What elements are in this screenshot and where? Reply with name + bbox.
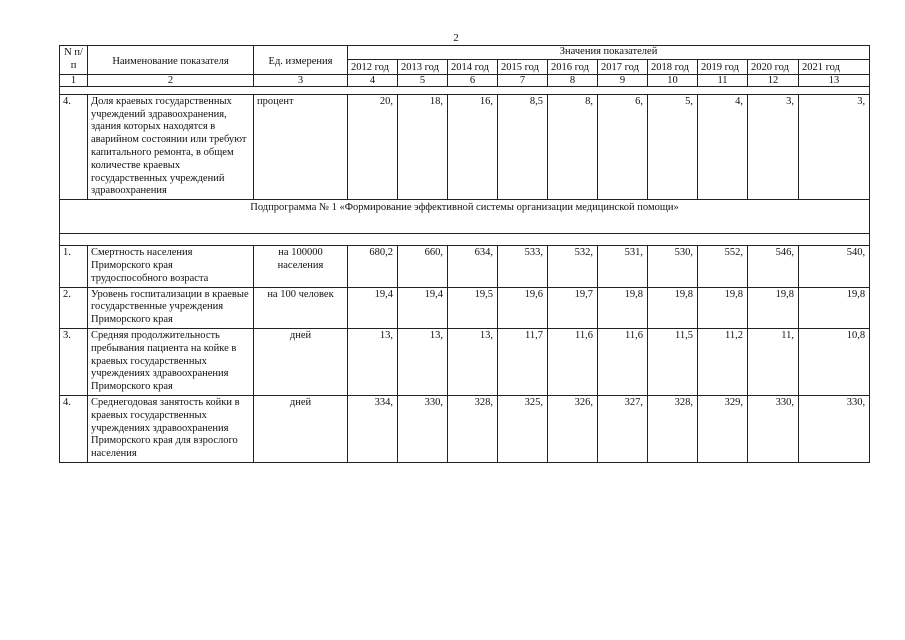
column-number: 2	[88, 74, 254, 86]
header-values-title: Значения показателей	[348, 46, 870, 60]
row-n: 4.	[60, 395, 88, 462]
header-year: 2017 год	[598, 59, 648, 74]
row-value: 680,2	[348, 246, 398, 287]
row-value: 328,	[648, 395, 698, 462]
row-value: 530,	[648, 246, 698, 287]
row-value: 540,	[799, 246, 870, 287]
page-number: 2	[453, 32, 459, 44]
header-unit: Ед. измерения	[254, 46, 348, 75]
spacer-cell	[60, 234, 870, 246]
column-number: 10	[648, 74, 698, 86]
column-number: 1	[60, 74, 88, 86]
column-number: 7	[498, 74, 548, 86]
row-value: 546,	[748, 246, 799, 287]
row-value: 19,8	[748, 287, 799, 328]
row-unit: на 100 человек	[254, 287, 348, 328]
header-indicator-name: Наименование показателя	[88, 46, 254, 75]
row-n: 3.	[60, 328, 88, 395]
row-indicator-name: Средняя продолжительность пребывания пациента на койке в краевых государственных учреждениях здравоохранения Приморского края	[88, 328, 254, 395]
spacer-cell	[60, 86, 870, 94]
column-number: 5	[398, 74, 448, 86]
header-row-1	[60, 46, 870, 60]
row-value: 20,	[348, 94, 398, 199]
row-indicator-name: Смертность населения Приморского края трудоспособного возраста	[88, 246, 254, 287]
row-value: 4,	[698, 94, 748, 199]
row-value: 19,8	[799, 287, 870, 328]
indicator-row	[60, 328, 870, 395]
indicator-rows	[60, 246, 870, 463]
header-n: N п/п	[60, 46, 88, 75]
row-value: 531,	[598, 246, 648, 287]
row-value: 327,	[598, 395, 648, 462]
row-value: 6,	[598, 94, 648, 199]
row-indicator-name: Среднегодовая занятость койки в краевых государственных учреждениях здравоохранения Приморского края для взрослого населения	[88, 395, 254, 462]
row-value: 19,4	[348, 287, 398, 328]
row-n: 4.	[60, 94, 88, 199]
row-value: 533,	[498, 246, 548, 287]
column-number: 3	[254, 74, 348, 86]
row-value: 11,2	[698, 328, 748, 395]
row-value: 326,	[548, 395, 598, 462]
row-value: 8,5	[498, 94, 548, 199]
header-year: 2018 год	[648, 59, 698, 74]
header-year: 2015 год	[498, 59, 548, 74]
column-number: 6	[448, 74, 498, 86]
row-unit: дней	[254, 328, 348, 395]
spacer-row	[60, 86, 870, 94]
row-value: 532,	[548, 246, 598, 287]
row-value: 11,	[748, 328, 799, 395]
row-value: 13,	[448, 328, 498, 395]
row-indicator-name: Уровень госпитализации в краевые государственные учреждения Приморского края	[88, 287, 254, 328]
row-value: 19,8	[648, 287, 698, 328]
indicators-table	[59, 45, 870, 463]
column-number: 11	[698, 74, 748, 86]
row-value: 11,6	[598, 328, 648, 395]
row-value: 11,7	[498, 328, 548, 395]
header-year: 2020 год	[748, 59, 799, 74]
row-value: 19,4	[398, 287, 448, 328]
row-value: 19,5	[448, 287, 498, 328]
row-indicator-name: Доля краевых государственных учреждений здравоохранения, здания которых находятся в аварийном состоянии или требуют капитального ремонта, в общем количестве краевых государственных учреждений здравоохранения	[88, 94, 254, 199]
header-year: 2013 год	[398, 59, 448, 74]
header-year: 2016 год	[548, 59, 598, 74]
row-value: 13,	[348, 328, 398, 395]
row-value: 11,5	[648, 328, 698, 395]
row-unit: дней	[254, 395, 348, 462]
subprogram-title: Подпрограмма № 1 «Формирование эффективной системы организации медицинской помощи»	[60, 200, 870, 234]
row-value: 8,	[548, 94, 598, 199]
row-value: 330,	[748, 395, 799, 462]
row-n: 1.	[60, 246, 88, 287]
row-value: 13,	[398, 328, 448, 395]
column-number: 9	[598, 74, 648, 86]
header-year: 2019 год	[698, 59, 748, 74]
row-value: 552,	[698, 246, 748, 287]
row-value: 3,	[748, 94, 799, 199]
row-value: 334,	[348, 395, 398, 462]
header-year: 2021 год	[799, 59, 870, 74]
column-numbers-row	[60, 74, 870, 86]
header-year: 2012 год	[348, 59, 398, 74]
row-value: 330,	[799, 395, 870, 462]
row-value: 10,8	[799, 328, 870, 395]
row-value: 328,	[448, 395, 498, 462]
row-value: 19,7	[548, 287, 598, 328]
row-value: 329,	[698, 395, 748, 462]
column-number: 8	[548, 74, 598, 86]
row-value: 19,8	[698, 287, 748, 328]
column-number: 12	[748, 74, 799, 86]
row-value: 19,6	[498, 287, 548, 328]
spacer-row	[60, 234, 870, 246]
indicator-row	[60, 246, 870, 287]
column-number: 13	[799, 74, 870, 86]
row-value: 19,8	[598, 287, 648, 328]
row-unit: на 100000 населения	[254, 246, 348, 287]
row-value: 634,	[448, 246, 498, 287]
row-value: 330,	[398, 395, 448, 462]
subprogram-row	[60, 200, 870, 234]
column-number: 4	[348, 74, 398, 86]
row-unit: процент	[254, 94, 348, 199]
row-value: 3,	[799, 94, 870, 199]
indicator-row	[60, 287, 870, 328]
row-value: 325,	[498, 395, 548, 462]
row-value: 11,6	[548, 328, 598, 395]
indicator-row	[60, 395, 870, 462]
row-n: 2.	[60, 287, 88, 328]
row-value: 5,	[648, 94, 698, 199]
header-year: 2014 год	[448, 59, 498, 74]
row-value: 660,	[398, 246, 448, 287]
row-value: 16,	[448, 94, 498, 199]
row-value: 18,	[398, 94, 448, 199]
indicator-row-top	[60, 94, 870, 199]
